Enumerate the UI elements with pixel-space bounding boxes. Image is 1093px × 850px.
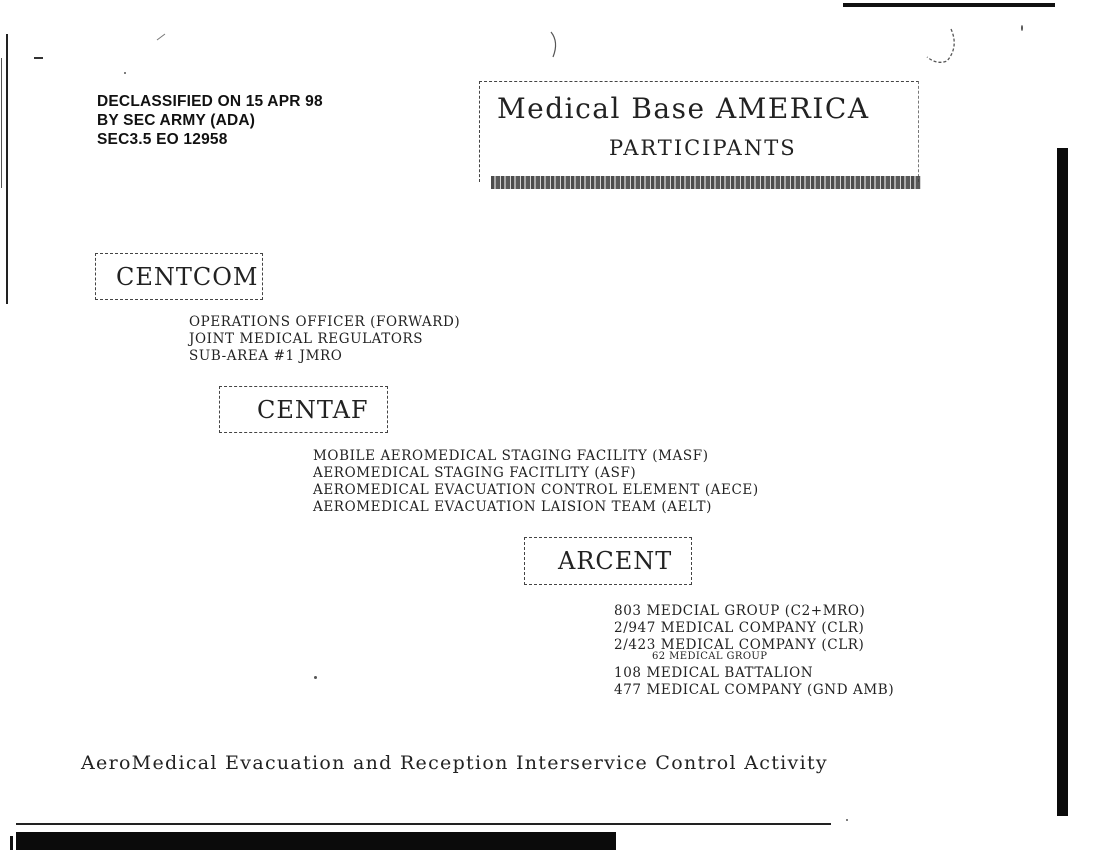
list-item: SUB-AREA #1 JMRO xyxy=(189,348,343,364)
scan-top-rule xyxy=(843,3,1055,7)
centaf-label: CENTAF xyxy=(257,395,369,424)
scan-hook-mark xyxy=(917,25,962,70)
centcom-label-box xyxy=(95,253,263,300)
centcom-label: CENTCOM xyxy=(116,262,259,291)
arcent-label: ARCENT xyxy=(558,547,673,575)
scan-tick-mark xyxy=(155,32,169,42)
scan-curve-mark xyxy=(548,30,562,60)
list-item: 803 MEDCIAL GROUP (C2+MRO) xyxy=(614,603,866,619)
list-item: 108 MEDICAL BATTALION xyxy=(614,665,814,681)
centaf-label-box xyxy=(219,386,388,433)
list-item: JOINT MEDICAL REGULATORS xyxy=(189,331,424,347)
arcent-label-box xyxy=(524,537,692,585)
list-item: OPERATIONS OFFICER (FORWARD) xyxy=(189,314,461,330)
scan-bottom-rule-thin xyxy=(16,823,831,825)
list-item: AEROMEDICAL STAGING FACITLITY (ASF) xyxy=(313,465,637,481)
arcent-participant-list xyxy=(614,603,894,699)
list-item: 2/947 MEDICAL COMPANY (CLR) xyxy=(614,620,865,636)
declassification-stamp xyxy=(97,92,323,149)
list-item: 2/423 MEDICAL COMPANY (CLR) xyxy=(614,637,865,653)
scan-bottom-rule-thick xyxy=(16,832,616,850)
list-item: AEROMEDICAL EVACUATION CONTROL ELEMENT (AECE) xyxy=(313,482,759,498)
declass-line-3: SEC3.5 EO 12958 xyxy=(97,131,228,148)
scan-speck xyxy=(846,819,848,821)
scan-right-bar xyxy=(1057,148,1068,816)
scan-bottom-tick xyxy=(10,836,13,850)
list-item-subnote: 62 MEDICAL GROUP xyxy=(652,651,768,662)
scan-speck xyxy=(124,72,126,74)
scan-mark xyxy=(34,57,43,59)
footer-caption: AeroMedical Evacuation and Reception Interservice Control Activity xyxy=(81,752,828,774)
scan-speck xyxy=(1021,25,1023,31)
declass-line-2: BY SEC ARMY (ADA) xyxy=(97,112,256,129)
scan-speck xyxy=(314,676,317,679)
list-item: MOBILE AEROMEDICAL STAGING FACILITY (MASF) xyxy=(313,448,709,464)
page-title: Medical Base AMERICA xyxy=(497,92,870,125)
page-subtitle: PARTICIPANTS xyxy=(609,136,797,160)
title-box-shadow xyxy=(491,176,921,189)
list-item: AEROMEDICAL EVACUATION LAISION TEAM (AELT) xyxy=(313,499,712,515)
centcom-participant-list xyxy=(189,314,460,365)
declass-line-1: DECLASSIFIED ON 15 APR 98 xyxy=(97,93,323,110)
scan-edge-left-faint xyxy=(1,58,2,188)
list-item: 477 MEDICAL COMPANY (GND AMB) xyxy=(614,682,895,698)
centaf-participant-list xyxy=(313,448,759,516)
scan-edge-left xyxy=(6,34,8,304)
